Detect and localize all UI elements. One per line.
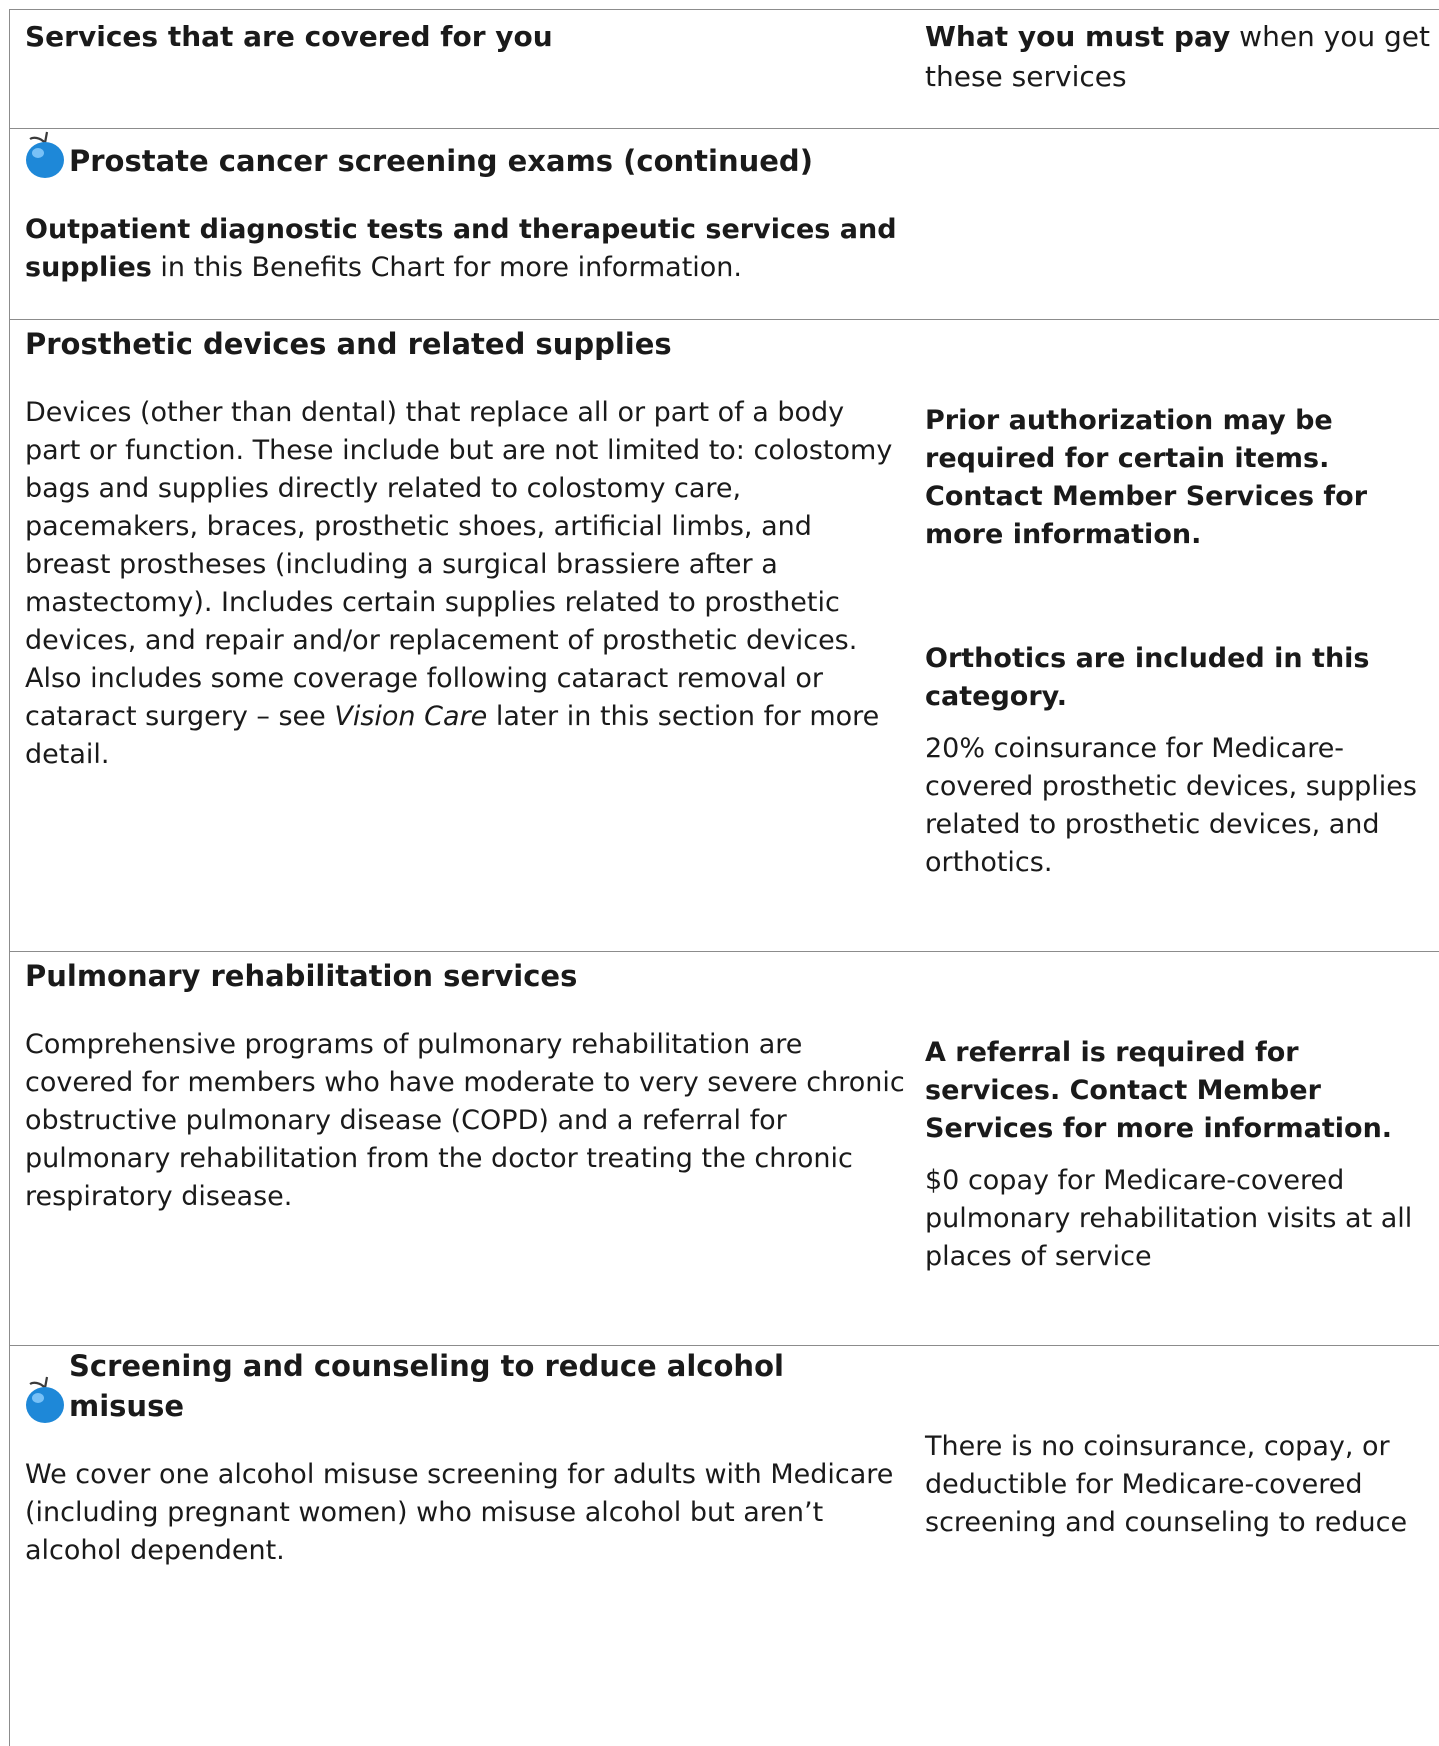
- table-row-prostate: [10, 129, 1439, 320]
- alcohol-pay-cell: [925, 1346, 1439, 1746]
- apple-icon: [23, 1374, 67, 1426]
- prosthetic-pay-note1: Prior authorization may be required for certain items. Contact Member Services for more information.: [925, 402, 1437, 554]
- prosthetic-title: Prosthetic devices and related supplies: [25, 324, 905, 364]
- header-pay-label: [925, 17, 1437, 97]
- prosthetic-pay-note2: Orthotics are included in this category.: [925, 640, 1437, 716]
- prosthetic-services-cell: [10, 320, 926, 952]
- alcohol-pay-text: There is no coinsurance, copay, or deductible for Medicare-covered screening and counseling to reduce: [925, 1428, 1437, 1542]
- pulmonary-title: Pulmonary rehabilitation services: [25, 956, 905, 996]
- prosthetic-body: [25, 394, 905, 774]
- benefits-chart-table: [9, 9, 1439, 1746]
- prosthetic-body-part1: Devices (other than dental) that replace all or part of a body part or function. These include but are not limited to: colostomy bags and supplies directly related to colostomy care, pacemakers, braces, prosthetic shoes, artificial limbs, and breast prostheses (including a surgical brassiere after a mastectomy). Includes certain supplies related to prosthetic devices, and repair and/or replacement of prosthetic devices. Also includes some coverage following cataract removal or cataract surgery – see: [25, 397, 892, 732]
- pulmonary-pay-cell: [925, 952, 1439, 1346]
- prosthetic-body-part2: later in this section for more detail.: [25, 701, 879, 770]
- table-header-row: [10, 10, 1439, 129]
- table-row-prosthetic: [10, 320, 1439, 952]
- prosthetic-body-italic: Vision Care: [334, 701, 487, 732]
- prostate-title-line: [25, 129, 905, 181]
- alcohol-title: Screening and counseling to reduce alcohol misuse: [69, 1346, 905, 1426]
- prostate-body-rest: in this Benefits Chart for more information.: [152, 252, 742, 283]
- prostate-body: [25, 211, 905, 287]
- table-row-alcohol: [10, 1346, 1439, 1746]
- alcohol-body: We cover one alcohol misuse screening for adults with Medicare (including pregnant women) who misuse alcohol but aren’t alcohol dependent.: [25, 1456, 905, 1570]
- apple-icon: [23, 129, 67, 181]
- prosthetic-pay-text: 20% coinsurance for Medicare-covered prosthetic devices, supplies related to prosthetic devices, and orthotics.: [925, 730, 1437, 882]
- prostate-pay-cell: [925, 129, 1439, 320]
- prosthetic-pay-cell: [925, 320, 1439, 952]
- header-services-cell: [10, 10, 926, 129]
- header-pay-bold: What you must pay: [925, 20, 1230, 53]
- header-services-label: Services that are covered for you: [25, 17, 905, 57]
- pulmonary-pay-note: A referral is required for services. Contact Member Services for more information.: [925, 1034, 1437, 1148]
- pulmonary-services-cell: [10, 952, 926, 1346]
- alcohol-services-cell: [10, 1346, 926, 1746]
- header-pay-cell: [925, 10, 1439, 129]
- header-pay-rest: when you get these services: [925, 20, 1430, 93]
- prostate-title: Prostate cancer screening exams (continued): [69, 141, 813, 181]
- prostate-services-cell: [10, 129, 926, 320]
- table-row-pulmonary: [10, 952, 1439, 1346]
- pulmonary-pay-text: $0 copay for Medicare-covered pulmonary rehabilitation visits at all places of service: [925, 1162, 1437, 1276]
- pulmonary-body: Comprehensive programs of pulmonary rehabilitation are covered for members who have moderate to very severe chronic obstructive pulmonary disease (COPD) and a referral for pulmonary rehabilitation from the doctor treating the chronic respiratory disease.: [25, 1026, 905, 1216]
- prostate-body-bold: Outpatient diagnostic tests and therapeutic services and supplies: [25, 214, 897, 283]
- alcohol-title-line: [25, 1346, 905, 1426]
